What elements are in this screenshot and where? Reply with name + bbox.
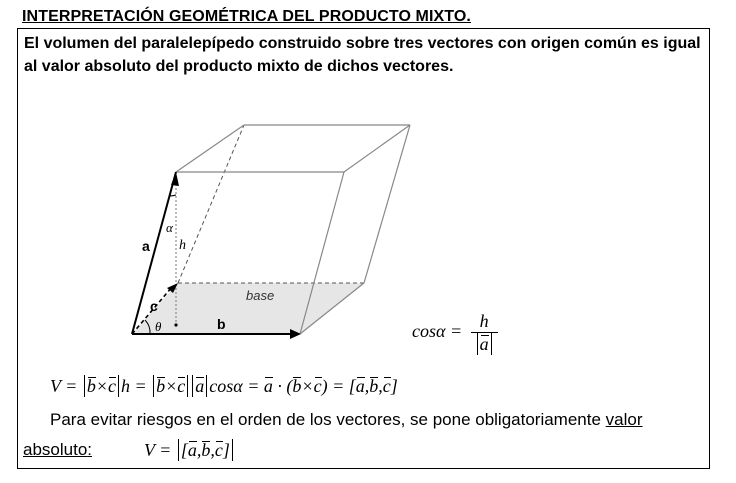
label-alpha: α — [166, 220, 173, 235]
label-b: b — [217, 316, 226, 332]
cos-numerator: h — [479, 311, 489, 331]
parallelepiped-figure — [18, 29, 711, 470]
cos-fraction — [471, 311, 498, 355]
note-valor: valor — [605, 410, 643, 429]
alpha-arc — [170, 195, 176, 196]
label-a: a — [142, 238, 150, 254]
label-c: c — [150, 298, 158, 314]
cos-formula — [412, 311, 498, 355]
hidden-edges — [178, 125, 364, 283]
note-prefix: Para evitar riesgos en el orden de los vectores, se pone obligatoriamente — [50, 410, 601, 429]
label-base: base — [246, 288, 275, 303]
content-box — [17, 28, 710, 469]
label-theta: θ — [155, 319, 162, 334]
cos-denominator: a — [471, 332, 498, 355]
height-foot-dot — [174, 323, 177, 326]
absolute-volume-formula: V = [a,b,c] — [144, 439, 235, 461]
page-heading: INTERPRETACIÓN GEOMÉTRICA DEL PRODUCTO MIXTO. — [22, 8, 471, 25]
note-paragraph — [50, 410, 643, 430]
label-h: h — [179, 238, 186, 253]
volume-formula: V = b×c h = b×c a cosα = a · (b×c) = [a,b,c] — [50, 376, 398, 396]
absoluto-label: absoluto: — [23, 440, 93, 459]
cos-lhs: cosα = — [412, 321, 463, 342]
intro-paragraph: El volumen del paralelepípedo construido sobre tres vectores con origen común es igual al valor absoluto del producto mixto de dichos vectores. — [24, 35, 701, 75]
